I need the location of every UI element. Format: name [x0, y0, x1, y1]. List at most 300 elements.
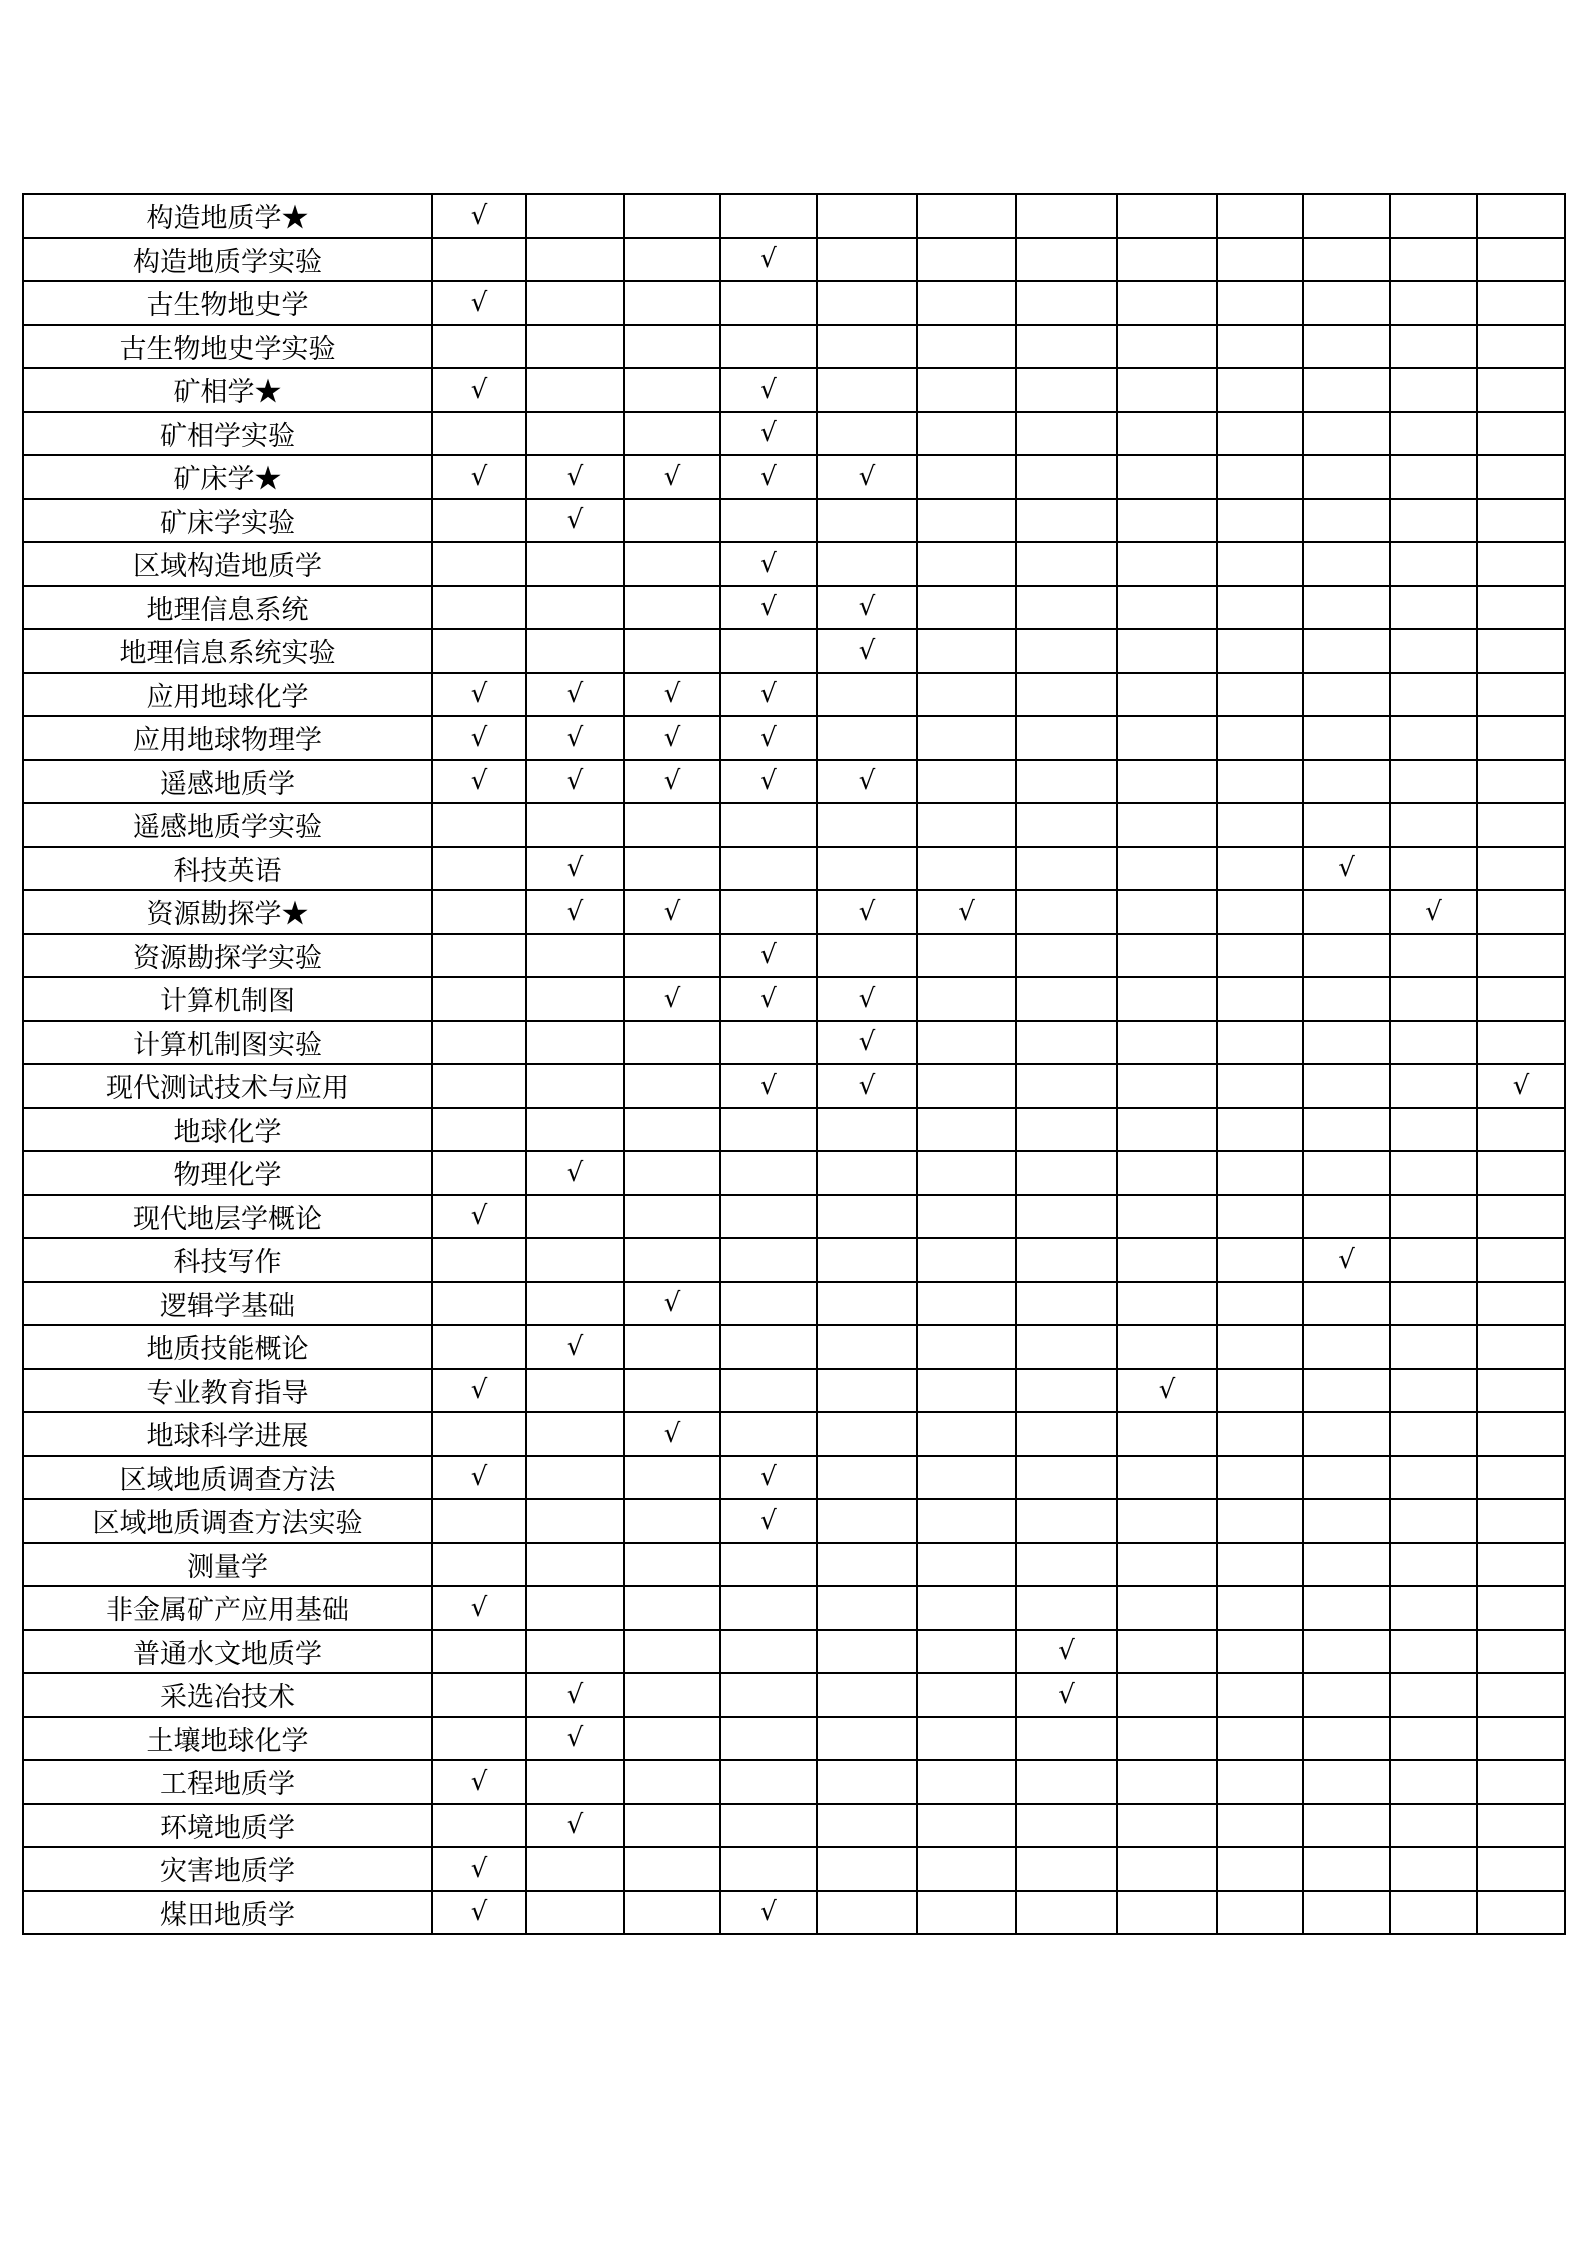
empty-cell	[1303, 716, 1390, 760]
empty-cell	[720, 281, 817, 325]
empty-cell	[1217, 716, 1303, 760]
course-name-cell: 构造地质学★	[23, 194, 432, 238]
check-mark-cell: √	[432, 1195, 526, 1239]
empty-cell	[1477, 716, 1565, 760]
empty-cell	[1117, 1760, 1217, 1804]
empty-cell	[1390, 1412, 1477, 1456]
check-mark-cell: √	[526, 1325, 624, 1369]
course-name-cell: 科技英语	[23, 847, 432, 891]
empty-cell	[1477, 1108, 1565, 1152]
table-row	[23, 1325, 1565, 1369]
empty-cell	[1477, 455, 1565, 499]
empty-cell	[1303, 1282, 1390, 1326]
check-mark-cell: √	[526, 1804, 624, 1848]
empty-cell	[917, 1064, 1016, 1108]
empty-cell	[526, 542, 624, 586]
empty-cell	[720, 890, 817, 934]
empty-cell	[1117, 1108, 1217, 1152]
empty-cell	[1217, 1630, 1303, 1674]
check-mark-cell: √	[624, 673, 720, 717]
empty-cell	[432, 890, 526, 934]
empty-cell	[1117, 1456, 1217, 1500]
empty-cell	[432, 1412, 526, 1456]
check-mark-cell: √	[624, 977, 720, 1021]
empty-cell	[1390, 1847, 1477, 1891]
empty-cell	[1390, 1238, 1477, 1282]
empty-cell	[1016, 586, 1117, 630]
empty-cell	[817, 194, 917, 238]
empty-cell	[1477, 1369, 1565, 1413]
empty-cell	[817, 1543, 917, 1587]
table-row	[23, 1238, 1565, 1282]
empty-cell	[1117, 1064, 1217, 1108]
empty-cell	[1217, 542, 1303, 586]
empty-cell	[817, 934, 917, 978]
empty-cell	[1117, 803, 1217, 847]
empty-cell	[917, 847, 1016, 891]
empty-cell	[1117, 673, 1217, 717]
empty-cell	[817, 1108, 917, 1152]
course-name-cell: 非金属矿产应用基础	[23, 1586, 432, 1630]
empty-cell	[1217, 1586, 1303, 1630]
table-row	[23, 1108, 1565, 1152]
empty-cell	[1217, 934, 1303, 978]
empty-cell	[526, 1456, 624, 1500]
empty-cell	[624, 1717, 720, 1761]
table-row	[23, 412, 1565, 456]
empty-cell	[1217, 194, 1303, 238]
empty-cell	[817, 412, 917, 456]
empty-cell	[1477, 325, 1565, 369]
check-mark-cell: √	[720, 1064, 817, 1108]
empty-cell	[1390, 194, 1477, 238]
check-mark-cell: √	[817, 760, 917, 804]
empty-cell	[1117, 1412, 1217, 1456]
check-mark-cell: √	[526, 455, 624, 499]
course-name-cell: 土壤地球化学	[23, 1717, 432, 1761]
empty-cell	[1217, 1021, 1303, 1065]
course-name-cell: 测量学	[23, 1543, 432, 1587]
empty-cell	[1016, 1412, 1117, 1456]
empty-cell	[1117, 1804, 1217, 1848]
empty-cell	[1390, 1586, 1477, 1630]
empty-cell	[1016, 1499, 1117, 1543]
empty-cell	[1477, 1238, 1565, 1282]
empty-cell	[720, 1717, 817, 1761]
empty-cell	[624, 1499, 720, 1543]
empty-cell	[624, 542, 720, 586]
empty-cell	[1117, 890, 1217, 934]
empty-cell	[1477, 1586, 1565, 1630]
course-name-cell: 区域地质调查方法实验	[23, 1499, 432, 1543]
empty-cell	[526, 977, 624, 1021]
empty-cell	[1217, 1891, 1303, 1935]
check-mark-cell: √	[720, 760, 817, 804]
empty-cell	[432, 1499, 526, 1543]
empty-cell	[1390, 760, 1477, 804]
empty-cell	[1217, 281, 1303, 325]
empty-cell	[624, 586, 720, 630]
empty-cell	[1016, 1717, 1117, 1761]
empty-cell	[1217, 499, 1303, 543]
empty-cell	[1390, 542, 1477, 586]
empty-cell	[1117, 847, 1217, 891]
empty-cell	[1016, 1586, 1117, 1630]
empty-cell	[1477, 412, 1565, 456]
empty-cell	[1016, 1021, 1117, 1065]
check-mark-cell: √	[526, 499, 624, 543]
table-row	[23, 1847, 1565, 1891]
empty-cell	[1477, 1325, 1565, 1369]
empty-cell	[1016, 1325, 1117, 1369]
empty-cell	[624, 238, 720, 282]
empty-cell	[1217, 325, 1303, 369]
empty-cell	[624, 412, 720, 456]
table-row	[23, 1586, 1565, 1630]
empty-cell	[1016, 368, 1117, 412]
empty-cell	[1117, 499, 1217, 543]
empty-cell	[526, 281, 624, 325]
check-mark-cell: √	[720, 368, 817, 412]
empty-cell	[917, 1891, 1016, 1935]
check-mark-cell: √	[432, 1891, 526, 1935]
empty-cell	[917, 716, 1016, 760]
empty-cell	[1117, 1543, 1217, 1587]
empty-cell	[1477, 803, 1565, 847]
empty-cell	[1477, 586, 1565, 630]
empty-cell	[917, 1847, 1016, 1891]
empty-cell	[1016, 1456, 1117, 1500]
empty-cell	[817, 1412, 917, 1456]
table-row	[23, 499, 1565, 543]
empty-cell	[432, 934, 526, 978]
empty-cell	[1016, 1804, 1117, 1848]
table-row	[23, 1021, 1565, 1065]
empty-cell	[1217, 847, 1303, 891]
empty-cell	[624, 499, 720, 543]
empty-cell	[1117, 1195, 1217, 1239]
empty-cell	[1217, 368, 1303, 412]
empty-cell	[817, 803, 917, 847]
course-name-cell: 物理化学	[23, 1151, 432, 1195]
empty-cell	[1390, 1760, 1477, 1804]
empty-cell	[1217, 1760, 1303, 1804]
empty-cell	[432, 1238, 526, 1282]
check-mark-cell: √	[1390, 890, 1477, 934]
course-name-cell: 逻辑学基础	[23, 1282, 432, 1326]
table-row	[23, 977, 1565, 1021]
check-mark-cell: √	[526, 1151, 624, 1195]
check-mark-cell: √	[432, 760, 526, 804]
empty-cell	[1117, 629, 1217, 673]
empty-cell	[1303, 1456, 1390, 1500]
empty-cell	[432, 412, 526, 456]
empty-cell	[817, 847, 917, 891]
empty-cell	[1303, 325, 1390, 369]
empty-cell	[1390, 455, 1477, 499]
course-name-cell: 普通水文地质学	[23, 1630, 432, 1674]
empty-cell	[526, 1108, 624, 1152]
empty-cell	[526, 1847, 624, 1891]
empty-cell	[1016, 847, 1117, 891]
check-mark-cell: √	[432, 194, 526, 238]
empty-cell	[917, 368, 1016, 412]
empty-cell	[1477, 1151, 1565, 1195]
empty-cell	[1016, 1064, 1117, 1108]
empty-cell	[817, 1847, 917, 1891]
course-name-cell: 地理信息系统	[23, 586, 432, 630]
check-mark-cell: √	[720, 455, 817, 499]
table-row	[23, 586, 1565, 630]
empty-cell	[526, 1064, 624, 1108]
table-row	[23, 1760, 1565, 1804]
empty-cell	[1390, 1630, 1477, 1674]
empty-cell	[720, 1021, 817, 1065]
empty-cell	[1390, 1021, 1477, 1065]
course-name-cell: 应用地球物理学	[23, 716, 432, 760]
empty-cell	[1217, 1369, 1303, 1413]
empty-cell	[1477, 1456, 1565, 1500]
course-name-cell: 区域地质调查方法	[23, 1456, 432, 1500]
empty-cell	[1217, 760, 1303, 804]
course-name-cell: 工程地质学	[23, 1760, 432, 1804]
empty-cell	[624, 1369, 720, 1413]
empty-cell	[1303, 1760, 1390, 1804]
empty-cell	[917, 1456, 1016, 1500]
empty-cell	[1477, 1847, 1565, 1891]
empty-cell	[1303, 412, 1390, 456]
empty-cell	[1117, 1021, 1217, 1065]
empty-cell	[1477, 629, 1565, 673]
empty-cell	[1117, 281, 1217, 325]
empty-cell	[917, 1108, 1016, 1152]
empty-cell	[1117, 194, 1217, 238]
empty-cell	[1117, 1673, 1217, 1717]
empty-cell	[526, 1499, 624, 1543]
empty-cell	[1016, 673, 1117, 717]
empty-cell	[432, 1630, 526, 1674]
table-row	[23, 1499, 1565, 1543]
check-mark-cell: √	[917, 890, 1016, 934]
table-row	[23, 1151, 1565, 1195]
table-row	[23, 1195, 1565, 1239]
empty-cell	[917, 1282, 1016, 1326]
empty-cell	[1303, 1804, 1390, 1848]
empty-cell	[1117, 1891, 1217, 1935]
check-mark-cell: √	[526, 1717, 624, 1761]
empty-cell	[1117, 1499, 1217, 1543]
course-name-cell: 矿相学★	[23, 368, 432, 412]
empty-cell	[1217, 1847, 1303, 1891]
empty-cell	[526, 1891, 624, 1935]
empty-cell	[1217, 977, 1303, 1021]
empty-cell	[1016, 1369, 1117, 1413]
empty-cell	[624, 629, 720, 673]
empty-cell	[1477, 1499, 1565, 1543]
empty-cell	[432, 629, 526, 673]
table-row	[23, 1891, 1565, 1935]
course-name-cell: 地球科学进展	[23, 1412, 432, 1456]
check-mark-cell: √	[526, 673, 624, 717]
empty-cell	[1477, 368, 1565, 412]
empty-cell	[526, 586, 624, 630]
empty-cell	[917, 238, 1016, 282]
empty-cell	[1477, 1543, 1565, 1587]
empty-cell	[1117, 1586, 1217, 1630]
empty-cell	[1016, 455, 1117, 499]
empty-cell	[1016, 977, 1117, 1021]
empty-cell	[526, 1760, 624, 1804]
empty-cell	[1390, 1673, 1477, 1717]
course-name-cell: 环境地质学	[23, 1804, 432, 1848]
empty-cell	[1390, 238, 1477, 282]
empty-cell	[1117, 977, 1217, 1021]
empty-cell	[917, 412, 1016, 456]
table-row	[23, 629, 1565, 673]
empty-cell	[1016, 542, 1117, 586]
empty-cell	[817, 1804, 917, 1848]
empty-cell	[1303, 1499, 1390, 1543]
empty-cell	[1390, 1891, 1477, 1935]
empty-cell	[720, 499, 817, 543]
empty-cell	[624, 1064, 720, 1108]
table-row	[23, 325, 1565, 369]
empty-cell	[1117, 1847, 1217, 1891]
table-row	[23, 1673, 1565, 1717]
empty-cell	[624, 934, 720, 978]
check-mark-cell: √	[1303, 1238, 1390, 1282]
empty-cell	[817, 716, 917, 760]
empty-cell	[1303, 1412, 1390, 1456]
empty-cell	[917, 1717, 1016, 1761]
empty-cell	[526, 238, 624, 282]
empty-cell	[432, 1543, 526, 1587]
course-name-cell: 灾害地质学	[23, 1847, 432, 1891]
empty-cell	[432, 238, 526, 282]
empty-cell	[1117, 1325, 1217, 1369]
check-mark-cell: √	[432, 716, 526, 760]
matrix-body	[23, 194, 1565, 1934]
empty-cell	[720, 1195, 817, 1239]
empty-cell	[1303, 803, 1390, 847]
empty-cell	[817, 1630, 917, 1674]
empty-cell	[1390, 1151, 1477, 1195]
empty-cell	[917, 194, 1016, 238]
empty-cell	[917, 455, 1016, 499]
empty-cell	[1390, 977, 1477, 1021]
check-mark-cell: √	[720, 716, 817, 760]
table-row	[23, 1456, 1565, 1500]
check-mark-cell: √	[624, 455, 720, 499]
empty-cell	[1390, 1064, 1477, 1108]
table-row	[23, 1804, 1565, 1848]
empty-cell	[1016, 238, 1117, 282]
empty-cell	[817, 1151, 917, 1195]
empty-cell	[1477, 1630, 1565, 1674]
check-mark-cell: √	[817, 1021, 917, 1065]
empty-cell	[917, 1630, 1016, 1674]
empty-cell	[1477, 238, 1565, 282]
check-mark-cell: √	[1303, 847, 1390, 891]
empty-cell	[1303, 934, 1390, 978]
empty-cell	[624, 368, 720, 412]
empty-cell	[1477, 1195, 1565, 1239]
table-row	[23, 673, 1565, 717]
empty-cell	[917, 1543, 1016, 1587]
empty-cell	[1477, 847, 1565, 891]
table-row	[23, 1630, 1565, 1674]
empty-cell	[1477, 1760, 1565, 1804]
check-mark-cell: √	[432, 673, 526, 717]
empty-cell	[526, 412, 624, 456]
empty-cell	[1477, 760, 1565, 804]
empty-cell	[917, 586, 1016, 630]
empty-cell	[1390, 673, 1477, 717]
empty-cell	[1477, 1412, 1565, 1456]
empty-cell	[1390, 586, 1477, 630]
empty-cell	[1390, 1456, 1477, 1500]
empty-cell	[817, 499, 917, 543]
empty-cell	[720, 1238, 817, 1282]
empty-cell	[1217, 586, 1303, 630]
empty-cell	[1390, 499, 1477, 543]
empty-cell	[624, 1456, 720, 1500]
empty-cell	[1303, 1108, 1390, 1152]
empty-cell	[1303, 629, 1390, 673]
empty-cell	[1390, 281, 1477, 325]
empty-cell	[1016, 1238, 1117, 1282]
empty-cell	[1217, 1325, 1303, 1369]
empty-cell	[1217, 1412, 1303, 1456]
course-requirement-matrix	[22, 193, 1566, 1935]
empty-cell	[1303, 1673, 1390, 1717]
course-name-cell: 科技写作	[23, 1238, 432, 1282]
empty-cell	[1477, 934, 1565, 978]
empty-cell	[1016, 499, 1117, 543]
empty-cell	[624, 1586, 720, 1630]
empty-cell	[1477, 542, 1565, 586]
empty-cell	[1217, 1064, 1303, 1108]
check-mark-cell: √	[432, 1456, 526, 1500]
check-mark-cell: √	[720, 542, 817, 586]
empty-cell	[1016, 1847, 1117, 1891]
empty-cell	[817, 1195, 917, 1239]
table-row	[23, 1412, 1565, 1456]
empty-cell	[432, 1108, 526, 1152]
empty-cell	[1303, 281, 1390, 325]
check-mark-cell: √	[526, 760, 624, 804]
empty-cell	[624, 803, 720, 847]
table-row	[23, 194, 1565, 238]
empty-cell	[1390, 1543, 1477, 1587]
check-mark-cell: √	[432, 1369, 526, 1413]
empty-cell	[1477, 194, 1565, 238]
empty-cell	[624, 1238, 720, 1282]
check-mark-cell: √	[624, 1412, 720, 1456]
empty-cell	[1016, 1282, 1117, 1326]
empty-cell	[1303, 1847, 1390, 1891]
table-row	[23, 455, 1565, 499]
empty-cell	[817, 1586, 917, 1630]
check-mark-cell: √	[526, 716, 624, 760]
check-mark-cell: √	[817, 890, 917, 934]
course-name-cell: 应用地球化学	[23, 673, 432, 717]
empty-cell	[1390, 716, 1477, 760]
empty-cell	[1390, 1325, 1477, 1369]
empty-cell	[917, 673, 1016, 717]
check-mark-cell: √	[526, 847, 624, 891]
table-row	[23, 716, 1565, 760]
